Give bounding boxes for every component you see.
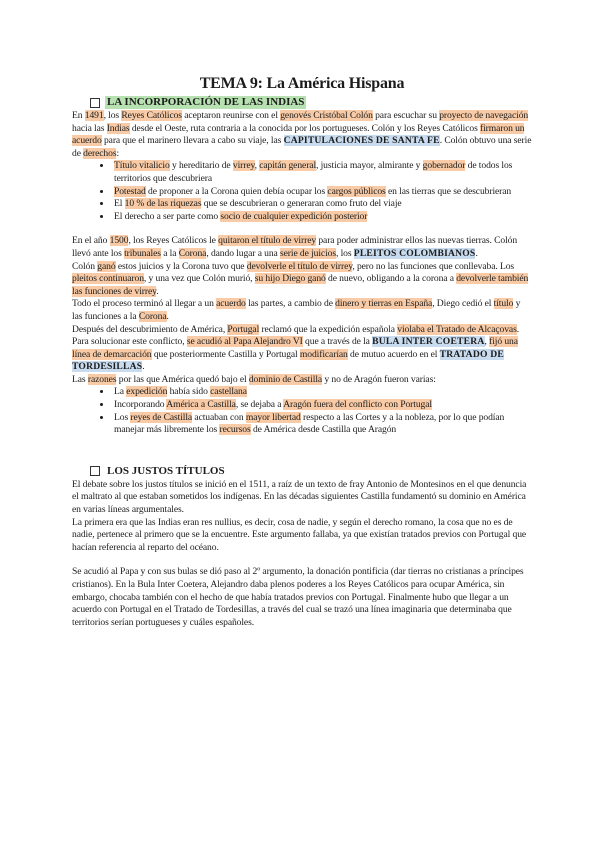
list-item: • Potestad de proponer a la Corona quien debía ocupar los cargos públicos en las tierras que se descubrieran [112,186,532,199]
highlighted-text: Potestad [114,185,146,197]
paragraph: El debate sobre los justos títulos se inició en el 1511, a raíz de un texto de fray Antonio de Montesinos en el que denuncia el maltrato al que estaban sometidos los indígenas. En las décadas siguientes Castilla fundamentó su dominio en América en varias líneas argumentales. [72,478,527,516]
checkbox-icon[interactable] [90,98,100,108]
derechos-list [72,160,532,223]
page-title: TEMA 9: La América Hispana [199,75,405,92]
highlighted-text: expedición [126,386,168,398]
paragraph: Después del descubrimiento de América, Portugal reclamó que la expedición española violaba el Tratado de Alcaçovas. Para solucionar este conflicto, se acudió al Papa Alejandro VI que a través de la BULA INTER COETERA, fijó una línea de demarcación que posteriormente Castilla y Portugal modificarían de mutuo acuerdo en el TRATADO DE TORDESILLAS. [72,323,520,373]
highlighted-text: Portugal [227,323,260,335]
list-item: • La expedición había sido castellana [112,386,532,399]
paragraph: En 1491, los Reyes Católicos aceptaron reunirse con el genovés Cristóbal Colón para escuchar su proyecto de navegación hacia las Indias desde el Oeste, ruta contraria a la conocida por los portugueses. Colón y los Reyes Católicos firmaron un acuerdo para que el marinero llevara a cabo su viaje, las CAPITULACIONES DE SANTA FE. Colón obtuvo una serie de derechos: [72,110,532,159]
highlighted-text: Corona [178,247,207,259]
list-item: • Incorporando América a Castilla, se dejaba a Aragón fuera del conflicto con Portugal [112,399,532,412]
highlighted-text: derechos [83,147,117,159]
highlighted-text: fijó una línea de demarcación [72,336,518,360]
highlighted-text: proyecto de navegación [439,110,529,121]
highlighted-text: 1491 [84,110,104,121]
key-term: CAPITULACIONES DE SANTA FE [283,135,440,147]
highlighted-text: acuerdo [216,298,246,310]
section-heading-justos-titulos [90,465,532,478]
paragraph: En el año 1500, los Reyes Católicos le quitaron el título de virrey para poder administrar ellos las nuevas tierras. Colón llevó ante los tribunales a la Corona, dando lugar a una serie de juicios, los PLEITOS COLOMBIANOS. [72,235,518,259]
paragraph: Se acudió al Papa y con sus bulas se dió paso al 2º argumento, la donación pontificia (dar tierras no cristianas a príncipes cristianos). En la Bula Inter Coetera, Alejandro daba plenos poderes a los Reyes Católicos para ocupar América, sin embargo, chocaba también con el hecho de que había tratados previos con Portugal. Finalmente hubo que llegar a un acuerdo con Portugal en el Tratado de Tordesillas, a través del cual se trazó una línea imaginaria que determinaba que territorios serían portugueses y cuáles españoles. [72,566,524,628]
list-item: • Título vitalicio y hereditario de virrey, capitán general, justicia mayor, almirante y gobernador de todos los territorios que descubriera [112,160,532,185]
highlighted-text: firmaron un acuerdo [72,122,525,147]
paragraph: La primera era que las Indias eran res nullius, es decir, cosa de nadie, y según el derecho romano, la cosa que no es de nadie, pertenece al primero que se la encuentre. Este argumento fallaba, ya que existían tratados previos con Portugal que hacían referencia al reparto del océano. [72,516,527,553]
highlighted-text: Reyes Católicos [121,110,182,121]
highlighted-text: Indias [106,122,130,134]
highlighted-text: cargos públicos [327,185,386,197]
highlighted-text: mayor libertad [245,411,301,423]
highlighted-text: genovés Cristóbal Colón [280,110,373,121]
highlighted-text: modificarían [299,348,348,360]
highlighted-text: tribunales [124,247,161,259]
checkbox-icon[interactable] [90,466,100,476]
highlighted-text: serie de juicios [280,247,336,259]
paragraph: Todo el proceso terminó al llegar a un acuerdo las partes, a cambio de dinero y tierras en España, Diego cedió el título y las funciones a la Corona. [72,298,521,322]
section-heading-incorporacion [90,96,532,109]
highlighted-text: razones [87,373,117,385]
highlighted-text: su hijo Diego ganó [254,273,326,285]
document-page [72,74,532,629]
section-title: LA INCORPORACIÓN DE LAS INDIAS [107,96,305,108]
highlighted-text: ganó [97,260,116,272]
list-item: • Los reyes de Castilla actuaban con mayor libertad respecto a las Cortes y a la nobleza, por lo que podían manejar más libremente los recursos de América desde Castilla que Aragón [112,412,532,437]
paragraph: Colón ganó estos juicios y la Corona tuvo que devolverle el título de virrey, pero no las funciones que conllevaba. Los pleitos continuaron, y una vez que Colón murió, su hijo Diego ganó de nuevo, obligando a la corona a devolverle también las funciones de virrey. [72,260,529,297]
highlighted-text: devolverle el título de virrey [246,260,353,272]
highlighted-text: 10 % de las riquezas [124,198,202,210]
razones-list [72,386,532,436]
highlighted-text: quitaron el título de virrey [218,235,317,247]
list-item: • El 10 % de las riquezas que se descubrieran o generaran como fruto del viaje [112,198,532,211]
highlighted-text: pleitos continuaron [72,273,144,285]
highlighted-text: Título vitalicio [114,160,170,172]
highlighted-text: se acudió al Papa Alejandro VI [186,336,303,348]
section-title: LOS JUSTOS TÍTULOS [107,464,225,477]
highlighted-text: gobernador [422,160,466,172]
highlighted-text: dinero y tierras en España [335,298,433,310]
highlighted-text: 1500 [109,235,129,247]
highlighted-text: Corona [138,310,167,322]
highlighted-text: capitán general [259,160,317,172]
paragraph: Las razones por las que América quedó bajo el dominio de Castilla y no de Aragón fueron varias: [72,373,436,385]
highlighted-text: América a Castilla [166,399,236,411]
highlighted-text: socio de cualquier expedición posterior [220,210,368,222]
highlighted-text: violaba el Tratado de Alcaçovas [397,323,517,335]
highlighted-text: Aragón fuera del conflicto con Portugal [283,399,432,411]
highlighted-text: castellana [210,386,247,398]
key-term: BULA INTER COETERA [372,336,485,348]
key-term: PLEITOS COLOMBIANOS [353,247,476,259]
highlighted-text: dominio de Castilla [248,373,323,385]
list-item: • El derecho a ser parte como socio de cualquier expedición posterior [112,211,532,224]
key-term: TRATADO DE TORDESILLAS [72,348,504,373]
highlighted-text: título [493,298,514,310]
highlighted-text: recursos [219,424,251,436]
highlighted-text: reyes de Castilla [130,411,193,423]
highlighted-text: devolverle también las funciones de virrey [72,273,529,297]
highlighted-text: virrey [232,160,255,172]
